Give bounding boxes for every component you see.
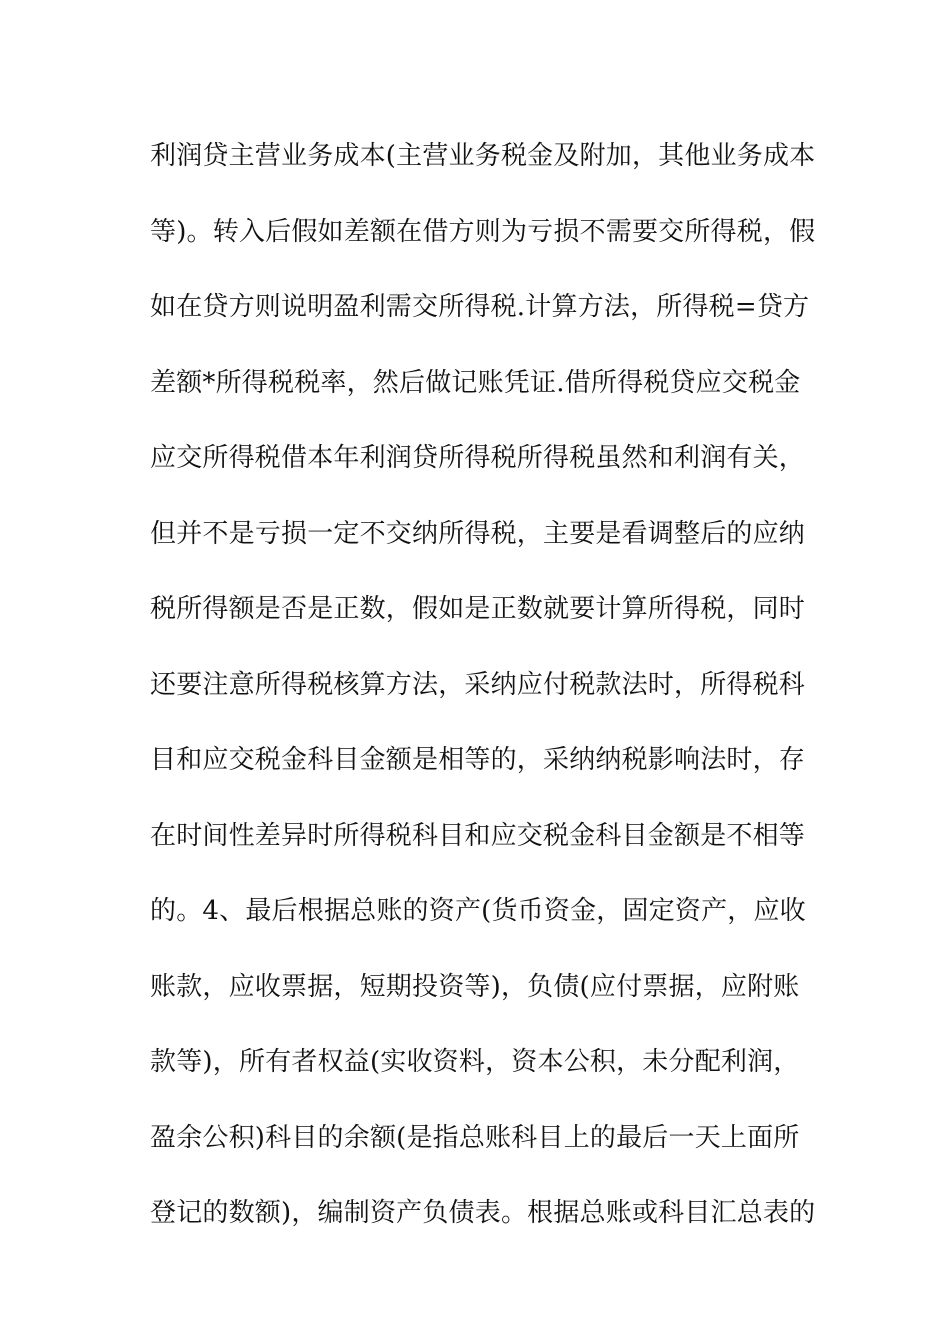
text-line: 登记的数额)，编制资产负债表。根据总账或科目汇总表的	[150, 1198, 816, 1228]
text-line: 的。4、最后根据总账的资产(货币资金，固定资产，应收	[150, 896, 806, 926]
text-line: 差额*所得税税率，然后做记账凭证.借所得税贷应交税金	[150, 367, 801, 398]
text-line: 税所得额是否是正数，假如是正数就要计算所得税，同时	[150, 594, 806, 624]
text-line: 应交所得税借本年利润贷所得税所得税虽然和利润有关，	[150, 443, 806, 473]
text-line: 目和应交税金科目金额是相等的，采纳纳税影响法时，存	[150, 745, 806, 775]
text-line: 在时间性差异时所得税科目和应交税金科目金额是不相等	[150, 820, 806, 851]
body-paragraph	[150, 131, 816, 1264]
text-line: 但并不是亏损一定不交纳所得税，主要是看调整后的应纳	[150, 518, 806, 549]
text-line: 利润贷主营业务成本(主营业务税金及附加，其他业务成本	[150, 141, 816, 171]
text-line: 盈余公积)科目的余额(是指总账科目上的最后一天上面所	[150, 1122, 800, 1153]
text-line: 等)。转入后假如差额在借方则为亏损不需要交所得税，假	[150, 216, 816, 247]
text-line: 账款，应收票据，短期投资等)，负债(应付票据，应附账	[150, 971, 800, 1002]
text-line: 还要注意所得税核算方法，采纳应付税款法时，所得税科	[150, 669, 806, 700]
text-line: 款等)，所有者权益(实收资料，资本公积，未分配利润，	[150, 1047, 800, 1077]
text-line: 如在贷方则说明盈利需交所得税.计算方法，所得税=贷方	[150, 292, 810, 322]
